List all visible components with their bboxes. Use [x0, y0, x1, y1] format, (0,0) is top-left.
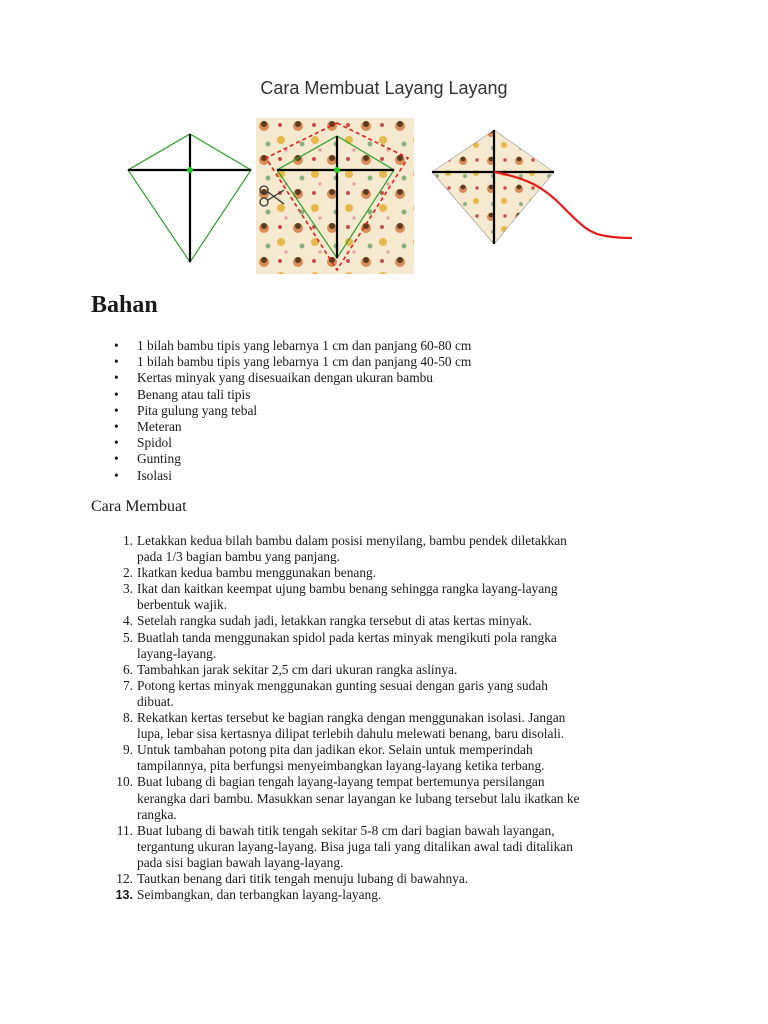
step-number: 8.: [122, 710, 133, 726]
step-item: [91, 533, 691, 565]
bahan-heading: Bahan: [91, 292, 158, 318]
step-number: 4.: [122, 613, 133, 629]
step-line: kerangka dari bambu. Masukkan senar layangan ke lubang tersebut lalu ikatkan ke: [137, 790, 580, 806]
materials-list: [91, 338, 471, 484]
step-line: Letakkan kedua bilah bambu dalam posisi menyilang, bambu pendek diletakkan: [137, 533, 567, 548]
step-line: Tautkan benang dari titik tengah menuju lubang di bawahnya.: [137, 870, 469, 886]
step-item: [91, 823, 691, 871]
step-number: 11.: [116, 822, 133, 838]
step-number: 9.: [122, 742, 133, 758]
step-line: Seimbangkan, dan terbangkan layang-layang.: [137, 887, 382, 903]
step-line: layang-layang.: [137, 645, 217, 661]
list-item: • 1 bilah bambu tipis yang lebarnya 1 cm dan panjang 60-80 cm: [91, 338, 471, 354]
step-line: pada 1/3 bagian bambu yang panjang.: [137, 549, 341, 565]
step-number: 12.: [116, 870, 133, 886]
step-line: Potong kertas minyak menggunakan gunting sesuai dengan garis yang sudah: [137, 677, 548, 693]
step-line: tampilannya, pita berfungsi menyeimbangkan layang-layang ketika terbang.: [137, 758, 545, 774]
step-number: 10.: [116, 774, 133, 790]
list-item: • Gunting: [91, 451, 471, 467]
step-line: tergantung ukuran layang-layang. Bisa juga tali yang ditalikan awal tadi ditalikan: [137, 838, 573, 854]
step-item: [91, 581, 691, 613]
step-item: [91, 871, 691, 887]
step-item: [91, 630, 691, 662]
step-number: 5.: [122, 629, 133, 645]
step-item: [91, 613, 691, 629]
step-item: [91, 710, 691, 742]
step-item: [91, 678, 691, 710]
step-number: 7.: [122, 677, 133, 693]
step-number: 2.: [122, 565, 133, 581]
step-line: Ikatkan kedua bambu menggunakan benang.: [137, 565, 377, 581]
steps-list: [91, 533, 691, 903]
step-item: [91, 742, 691, 774]
step-item: [91, 887, 691, 903]
step-line: Untuk tambahan potong pita dan jadikan ekor. Selain untuk memperindah: [137, 742, 533, 758]
step-item: [91, 565, 691, 581]
kite-paper-outline-diagram: [256, 118, 414, 274]
kite-frame-diagram: [124, 128, 256, 264]
step-line: Buat lubang di bawah titik tengah sekitar 5-8 cm dari bagian bawah layangan,: [137, 822, 555, 838]
step-line: pada sisi bagian bawah layang-layang.: [137, 854, 344, 870]
step-item: [91, 662, 691, 678]
cara-membuat-heading: Cara Membuat: [91, 498, 187, 515]
step-number: 13.: [115, 888, 133, 903]
step-line: Buatlah tanda menggunakan spidol pada kertas minyak mengikuti pola rangka: [137, 629, 557, 645]
list-item: • Benang atau tali tipis: [91, 387, 471, 403]
step-number: 6.: [122, 661, 133, 677]
list-item: • Kertas minyak yang disesuaikan dengan ukuran bambu: [91, 370, 471, 386]
step-number: 1.: [122, 533, 133, 548]
step-line: Buat lubang di bagian tengah layang-layang tempat bertemunya persilangan: [137, 774, 545, 790]
page-title: Cara Membuat Layang Layang: [260, 78, 508, 98]
step-line: dibuat.: [137, 693, 174, 709]
step-line: lupa, lebar sisa kertasnya dilipat terlebih dahulu melewati benang, baru disolali.: [137, 726, 565, 742]
step-line: berbentuk wajik.: [137, 597, 227, 613]
step-line: rangka.: [137, 806, 177, 822]
step-line: Tambahkan jarak sekitar 2,5 cm dari ukuran rangka aslinya.: [137, 661, 458, 677]
list-item: • Meteran: [91, 419, 471, 435]
list-item: • Isolasi: [91, 468, 471, 484]
step-line: Rekatkan kertas tersebut ke bagian rangka dengan menggunakan isolasi. Jangan: [137, 710, 566, 726]
step-item: [91, 774, 691, 822]
step-line: Ikat dan kaitkan keempat ujung bambu benang sehingga rangka layang-layang: [137, 581, 558, 597]
step-line: Setelah rangka sudah jadi, letakkan rangka tersebut di atas kertas minyak.: [137, 613, 532, 629]
list-item: • Pita gulung yang tebal: [91, 403, 471, 419]
step-number: 3.: [122, 581, 133, 597]
kite-cut-with-tail-diagram: [428, 126, 634, 246]
list-item: • 1 bilah bambu tipis yang lebarnya 1 cm dan panjang 40-50 cm: [91, 354, 471, 370]
list-item: • Spidol: [91, 435, 471, 451]
